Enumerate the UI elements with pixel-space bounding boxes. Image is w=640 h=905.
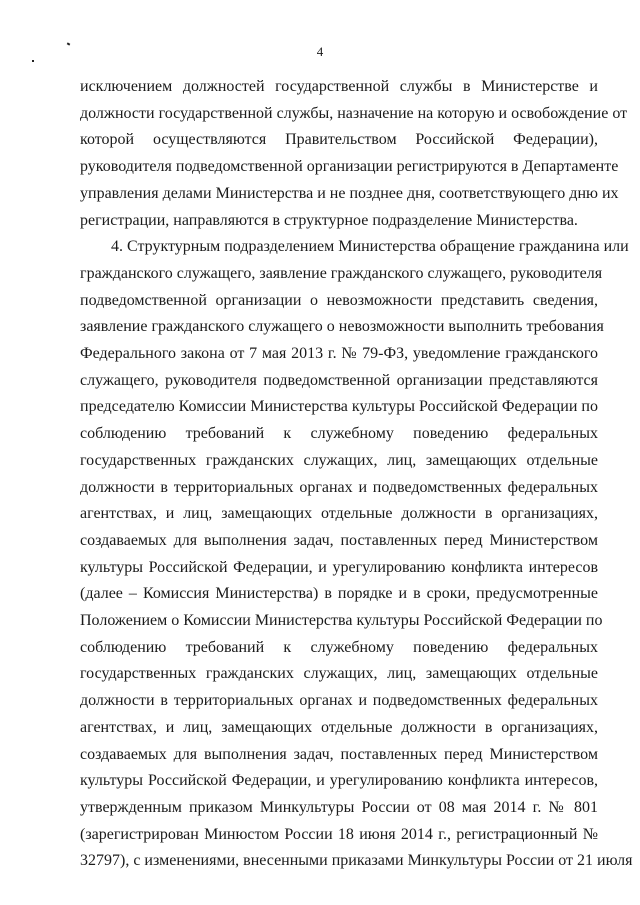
text-line: утвержденным приказом Минкультуры России от 08 мая 2014 г. № 801 [80,798,598,816]
text-line: создаваемых для выполнения задач, поставленных перед Министерством [80,531,598,549]
text-line: исключением должностей государственной службы в Министерстве и [80,78,598,95]
text-line: соблюдению требований к служебному поведению федеральных [80,638,598,656]
text-line: создаваемых для выполнения задач, поставленных перед Министерством [80,745,598,763]
text-line: государственных гражданских служащих, лиц, замещающих отдельные [80,451,598,469]
page-number: 4 [316,44,324,59]
text-line: (зарегистрирован Минюстом России 18 июня 2014 г., регистрационный № [80,825,598,843]
text-line: 4. Структурным подразделением Министерства обращение гражданина или [111,238,629,256]
text-line: регистрации, направляются в структурное подразделение Министерства. [80,211,578,229]
text-line: заявление гражданского служащего о невозможности выполнить требования [80,318,604,336]
text-line: соблюдению требований к служебному поведению федеральных [80,425,598,443]
text-line: подведомственной организации о невозможности представить сведения, [80,291,598,309]
document-body [80,74,633,875]
text-line: культуры Российской Федерации, и урегулированию конфликта интересов, [80,772,598,790]
text-line: государственных гражданских служащих, лиц, замещающих отдельные [80,665,598,683]
text-line: Положением о Комиссии Министерства культуры Российской Федерации по [80,612,603,630]
text-line: руководителя подведомственной организации регистрируются в Департаменте [80,158,619,176]
text-line: управления делами Министерства и не позднее дня, соответствующего дню их [80,184,619,202]
text-line: председателю Комиссии Министерства культуры Российской Федерации по [80,398,598,416]
text-line: которой осуществляются Правительством Российской Федерации), [80,131,598,149]
text-line: агентствах, и лиц, замещающих отдельные должности в организациях, [80,505,598,523]
text-line: служащего, руководителя подведомственной организации представляются [80,371,598,389]
text-line: Федерального закона от 7 мая 2013 г. № 79-ФЗ, уведомление гражданского [80,345,598,363]
scan-speck [32,60,34,62]
text-line: должности государственной службы, назначение на которую и освобождение от [80,104,628,122]
text-line: гражданского служащего, заявление гражданского служащего, руководителя [80,264,603,282]
text-line: (далее – Комиссия Министерства) в порядке и в сроки, предусмотренные [80,585,598,603]
text-line: должности в территориальных органах и подведомственных федеральных [80,692,598,710]
text-line: должности в территориальных органах и подведомственных федеральных [80,478,598,496]
text-line: 32797), с изменениями, внесенными приказами Минкультуры России от 21 июля [80,852,633,870]
text-line: агентствах, и лиц, замещающих отдельные должности в организациях, [80,718,598,736]
text-line: культуры Российской Федерации, и урегулированию конфликта интересов [80,558,598,576]
